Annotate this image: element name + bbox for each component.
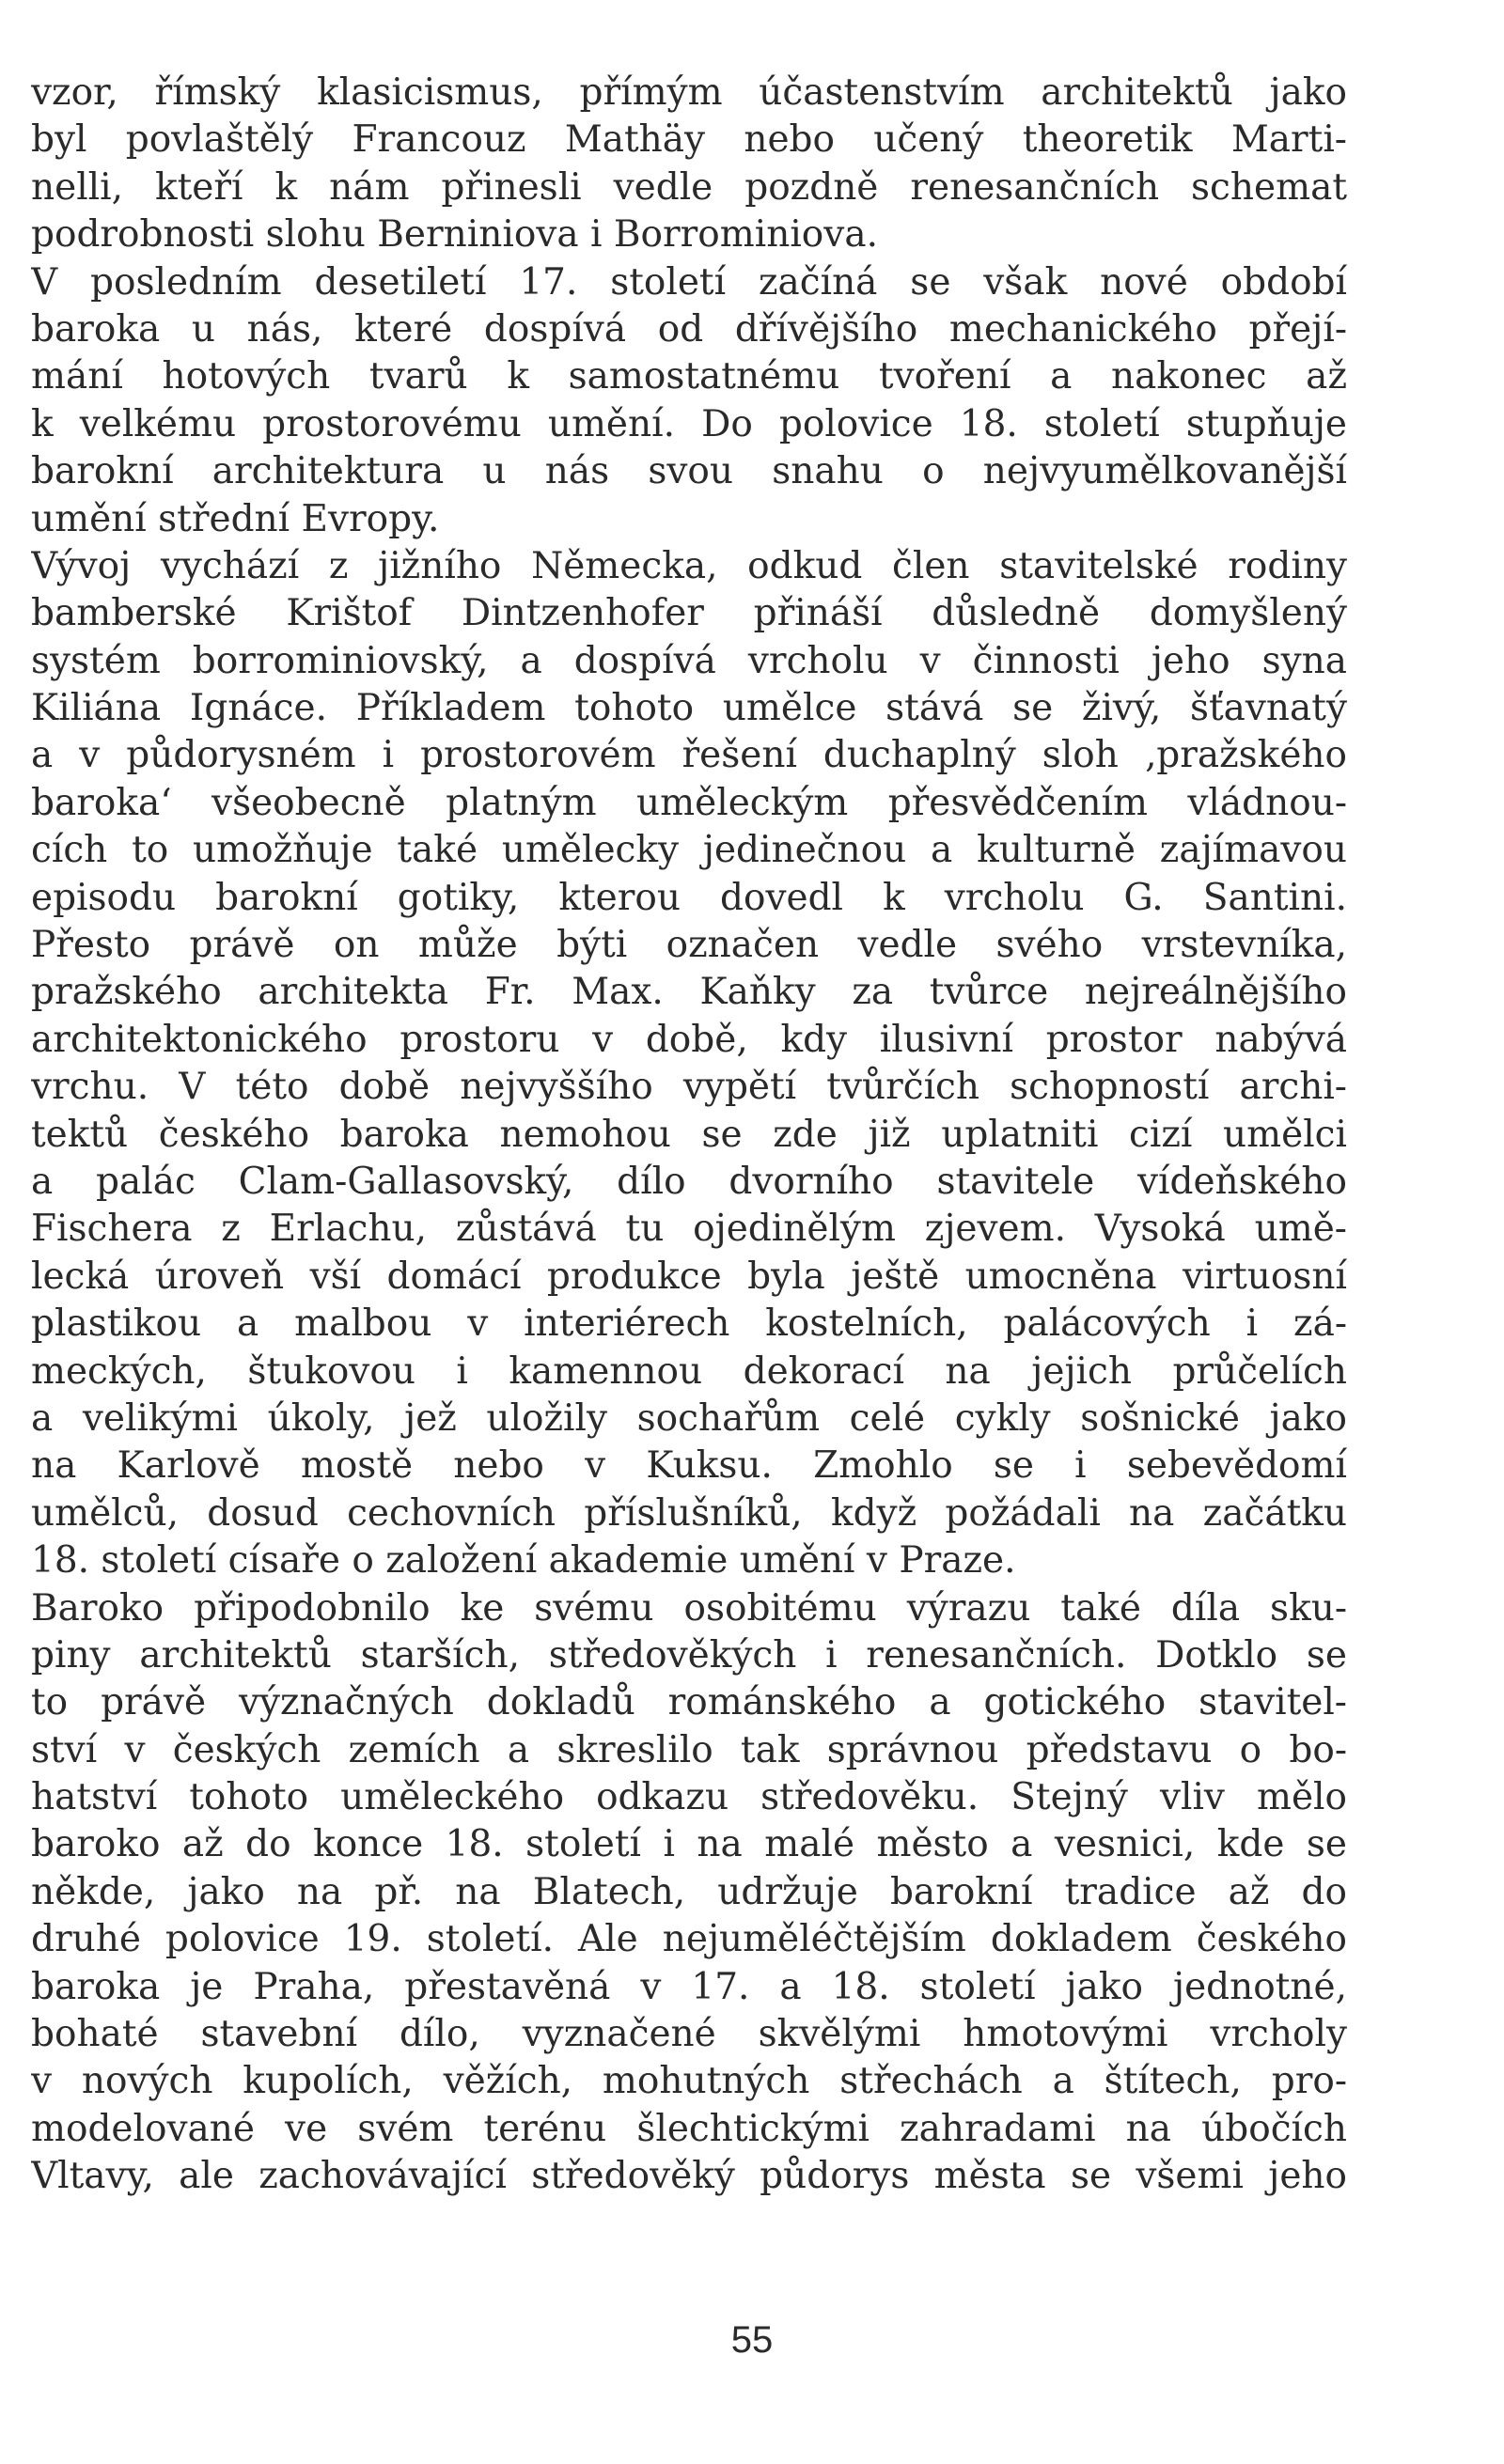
text-line: lecká úroveň vší domácí produkce byla ještě umocněna virtuosní: [31, 1255, 1347, 1298]
text-line: nelli, kteří k nám přinesli vedle pozdně renesančních schemat: [31, 165, 1347, 209]
text-line: bohaté stavební dílo, vyznačené skvělými hmotovými vrcholy: [31, 2013, 1347, 2056]
text-line: v nových kupolích, věžích, mohutných střechách a štítech, pro-: [31, 2060, 1347, 2103]
text-line: meckých, štukovou i kamennou dekorací na jejich průčelích: [31, 1349, 1347, 1393]
text-line: někde, jako na př. na Blatech, udržuje barokní tradice až do: [31, 1870, 1347, 1913]
text-line: baroka u nás, které dospívá od dřívějšího mechanického přejí-: [31, 307, 1347, 351]
text-line: Fischera z Erlachu, zůstává tu ojedinělým zjevem. Vysoká umě-: [31, 1208, 1347, 1251]
text-line: piny architektů starších, středověkých i renesančních. Dotklo se: [31, 1633, 1347, 1676]
text-line: episodu barokní gotiky, kterou dovedl k vrcholu G. Santini.: [31, 876, 1347, 919]
text-line: baroka‘ všeobecně platným uměleckým přesvědčením vládnou-: [31, 781, 1347, 824]
text-line: a velikými úkoly, jež uložily sochařům celé cykly sošnické jako: [31, 1396, 1347, 1440]
text-line: a v půdorysném i prostorovém řešení duchaplný sloh ‚pražského: [31, 734, 1347, 777]
text-line: barokní architektura u nás svou snahu o nejvyumělkovanější: [31, 450, 1347, 493]
text-line: podrobnosti slohu Berniniova i Borrominiova.: [31, 213, 878, 257]
text-line: na Karlově mostě nebo v Kuksu. Zmohlo se i sebevědomí: [31, 1444, 1347, 1488]
text-line: Baroko připodobnilo ke svému osobitému výrazu také díla sku-: [31, 1586, 1347, 1630]
text-line: Vývoj vychází z jižního Německa, odkud člen stavitelské rodiny: [31, 544, 1347, 587]
text-line: ství v českých zemích a skreslilo tak správnou představu o bo-: [31, 1728, 1347, 1771]
text-line: modelované ve svém terénu šlechtickými zahradami na úbočích: [31, 2107, 1347, 2150]
text-line: umělců, dosud cechovních příslušníků, když požádali na začátku: [31, 1491, 1347, 1535]
text-line: 18. století císaře o založení akademie umění v Praze.: [31, 1539, 1016, 1583]
text-line: hatství tohoto uměleckého odkazu středověku. Stejný vliv mělo: [31, 1776, 1347, 1819]
text-line: baroka je Praha, přestavěná v 17. a 18. století jako jednotné,: [31, 1965, 1347, 2008]
text-line: systém borrominiovský, a dospívá vrcholu v činnosti jeho syna: [31, 639, 1347, 682]
text-line: vzor, římský klasicismus, přímým účastenstvím architektů jako: [31, 71, 1347, 114]
text-line: Vltavy, ale zachovávající středověký půdorys města se všemi jeho: [31, 2155, 1347, 2198]
text-line: a palác Clam-Gallasovský, dílo dvorního stavitele vídeňského: [31, 1160, 1347, 1203]
text-line: V posledním desetiletí 17. století začíná se však nové období: [31, 260, 1347, 304]
text-line: tektů českého baroka nemohou se zde již uplatniti cizí umělci: [31, 1113, 1347, 1156]
text-line: byl povlaštělý Francouz Mathäy nebo učený theoretik Marti-: [31, 118, 1347, 162]
text-line: mání hotových tvarů k samostatnému tvoření a nakonec až: [31, 355, 1347, 398]
text-line: Kiliána Ignáce. Příkladem tohoto umělce stává se živý, šťavnatý: [31, 687, 1347, 730]
text-line: to právě význačných dokladů románského a gotického stavitel-: [31, 1681, 1347, 1724]
text-line: plastikou a malbou v interiérech kostelních, palácových i zá-: [31, 1302, 1347, 1346]
text-line: k velkému prostorovému umění. Do polovice 18. století stupňuje: [31, 402, 1347, 445]
body-text: [31, 70, 1347, 2201]
text-line: baroko až do konce 18. století i na malé město a vesnici, kde se: [31, 1823, 1347, 1866]
page-number: 55: [730, 2319, 774, 2361]
text-line: Přesto právě on může býti označen vedle svého vrstevníka,: [31, 924, 1347, 967]
text-line: vrchu. V této době nejvyššího vypětí tvůrčích schopností archi-: [31, 1066, 1347, 1109]
text-line: umění střední Evropy.: [31, 497, 440, 540]
text-line: bamberské Krištof Dintzenhofer přináší důsledně domyšlený: [31, 592, 1347, 635]
text-line: pražského architekta Fr. Max. Kaňky za tvůrce nejreálnějšího: [31, 971, 1347, 1014]
text-line: druhé polovice 19. století. Ale nejuměléčtějším dokladem českého: [31, 1918, 1347, 1961]
text-line: cích to umožňuje také umělecky jedinečnou a kulturně zajímavou: [31, 829, 1347, 872]
text-line: architektonického prostoru v době, kdy ilusivní prostor nabývá: [31, 1018, 1347, 1061]
